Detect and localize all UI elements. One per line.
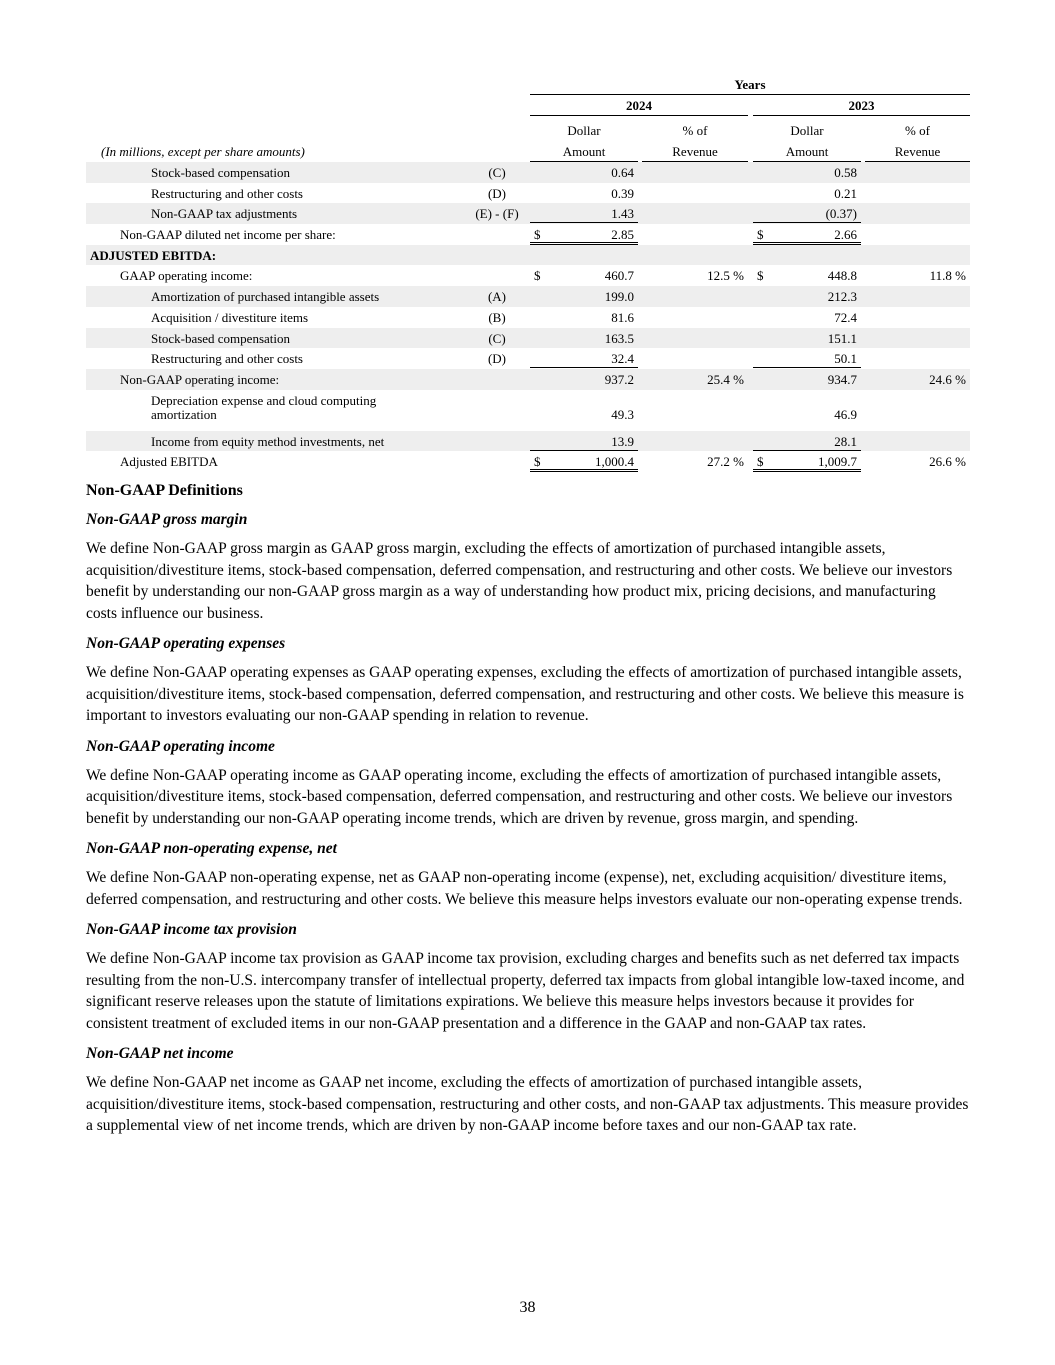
financial-table — [86, 73, 970, 472]
units-note: (In millions, except per share amounts) — [101, 144, 305, 159]
definition-body: We define Non-GAAP gross margin as GAAP gross margin, excluding the effects of amortization of purchased intangible assets, acquisition/divestiture items, stock-based compensation, deferred compensation, and restructuring and other costs. We believe our investors benefit by understanding our non-GAAP gross margin as a way of understanding how product mix, pricing decisions, and manufacturing costs influence our business. — [86, 540, 953, 622]
table-row: Income from equity method investments, net 13.9 28.1 — [86, 431, 970, 452]
header-year-2024: 2024 — [626, 98, 652, 113]
header-pct-2024: % of — [682, 123, 708, 138]
header-revenue-2024: Revenue — [672, 144, 718, 159]
definition-heading: Non-GAAP net income — [86, 1045, 234, 1062]
header-revenue-2023: Revenue — [894, 144, 941, 159]
table-row: Restructuring and other costs (D) 32.4 50.1 — [86, 348, 970, 369]
table-row: GAAP operating income: $ 460.7 12.5 % $ 448.8 11.8 % — [120, 268, 966, 284]
table-row: Restructuring and other costs (D) 0.39 0.21 — [151, 185, 857, 201]
table-row: Acquisition / divestiture items (B) 81.6 72.4 — [151, 309, 857, 325]
definitions-section — [86, 480, 970, 1146]
table-row: Adjusted EBITDA $ 1,000.4 27.2 % $ 1,009.7 26.6 % — [86, 451, 970, 472]
header-year-2023: 2023 — [848, 98, 875, 113]
header-years: Years — [734, 77, 766, 92]
definition-heading: Non-GAAP operating income — [86, 737, 275, 755]
header-pct-2023: % of — [905, 123, 930, 138]
header-amount-2023: Amount — [785, 144, 829, 159]
table-row: Depreciation expense and cloud computing amortization 49.3 46.9 — [151, 392, 857, 422]
table-row — [86, 245, 970, 266]
definition-body: We define Non-GAAP operating expenses as GAAP operating expenses, excluding the effects of amortization of purchased intangible assets, acquisition/divestiture items, stock-based compensation, deferred compensation, and restructuring and other costs. We believe this measure is important to investors evaluating our non-GAAP spending in relation to revenue. — [86, 664, 964, 724]
table-row: Amortization of purchased intangible assets (A) 199.0 212.3 — [86, 286, 970, 307]
definition-heading: Non-GAAP operating expenses — [86, 635, 286, 652]
table-row: Non-GAAP tax adjustments (E) - (F) 1.43 (0.37) — [86, 203, 970, 224]
header-dollar-2023: Dollar — [790, 123, 824, 138]
header-dollar-2024: Dollar — [567, 123, 601, 138]
table-row: Stock-based compensation (C) 0.64 0.58 — [86, 162, 970, 183]
definition-heading: Non-GAAP non-operating expense, net — [86, 840, 337, 857]
definition-body: We define Non-GAAP net income as GAAP net income, excluding the effects of amortization of purchased intangible assets, acquisition/divestiture items, stock-based compensation, restructuring and other costs, and non-GAAP tax adjustments. This measure provides a supplemental view of net income trends, which are driven by non-GAAP income before taxes and our non-GAAP tax rate. — [86, 1074, 969, 1134]
table-row: Non-GAAP diluted net income per share: $ 2.85 $ 2.66 — [86, 224, 970, 245]
definition-heading: Non-GAAP income tax provision — [86, 921, 297, 938]
definitions-title: Non-GAAP Definitions — [86, 482, 243, 499]
definition-heading: Non-GAAP gross margin — [86, 511, 248, 528]
definition-body: We define Non-GAAP non-operating expense, net as GAAP non-operating income (expense), net, excluding acquisition/ divestiture items, deferred compensation, and restructuring and other costs. We believe this measure helps investors evaluate our non-operating expense trends. — [86, 869, 963, 908]
page-number: 38 — [519, 1299, 536, 1316]
table-row: Stock-based compensation (C) 163.5 151.1 — [86, 328, 970, 349]
header-amount-2024: Amount — [562, 144, 606, 159]
table-header — [86, 73, 970, 162]
table-row: Non-GAAP operating income: 937.2 25.4 % 934.7 24.6 % — [86, 369, 970, 390]
section-label-adjusted-ebitda: ADJUSTED EBITDA: — [90, 247, 217, 263]
definition-body: We define Non-GAAP operating income as GAAP operating income, excluding the effects of amortization of purchased intangible assets, acquisition/divestiture items, stock-based compensation, deferred compensation, and restructuring and other costs. We believe our investors benefit by understanding our non-GAAP operating income trends, which are driven by revenue, gross margin, and spending. — [86, 766, 953, 827]
definition-body: We define Non-GAAP income tax provision as GAAP income tax provision, excluding charges and benefits such as net deferred tax impacts resulting from the non-U.S. intercompany transfer of intellectual property, deferred tax impacts from global intangible low-taxed income, and significant reserve releases upon the statute of limitations expirations. We believe this measure helps investors because it provides for consistent treatment of excluded items in our non-GAAP presentation and a difference in the GAAP and non-GAAP tax rates. — [86, 950, 965, 1032]
